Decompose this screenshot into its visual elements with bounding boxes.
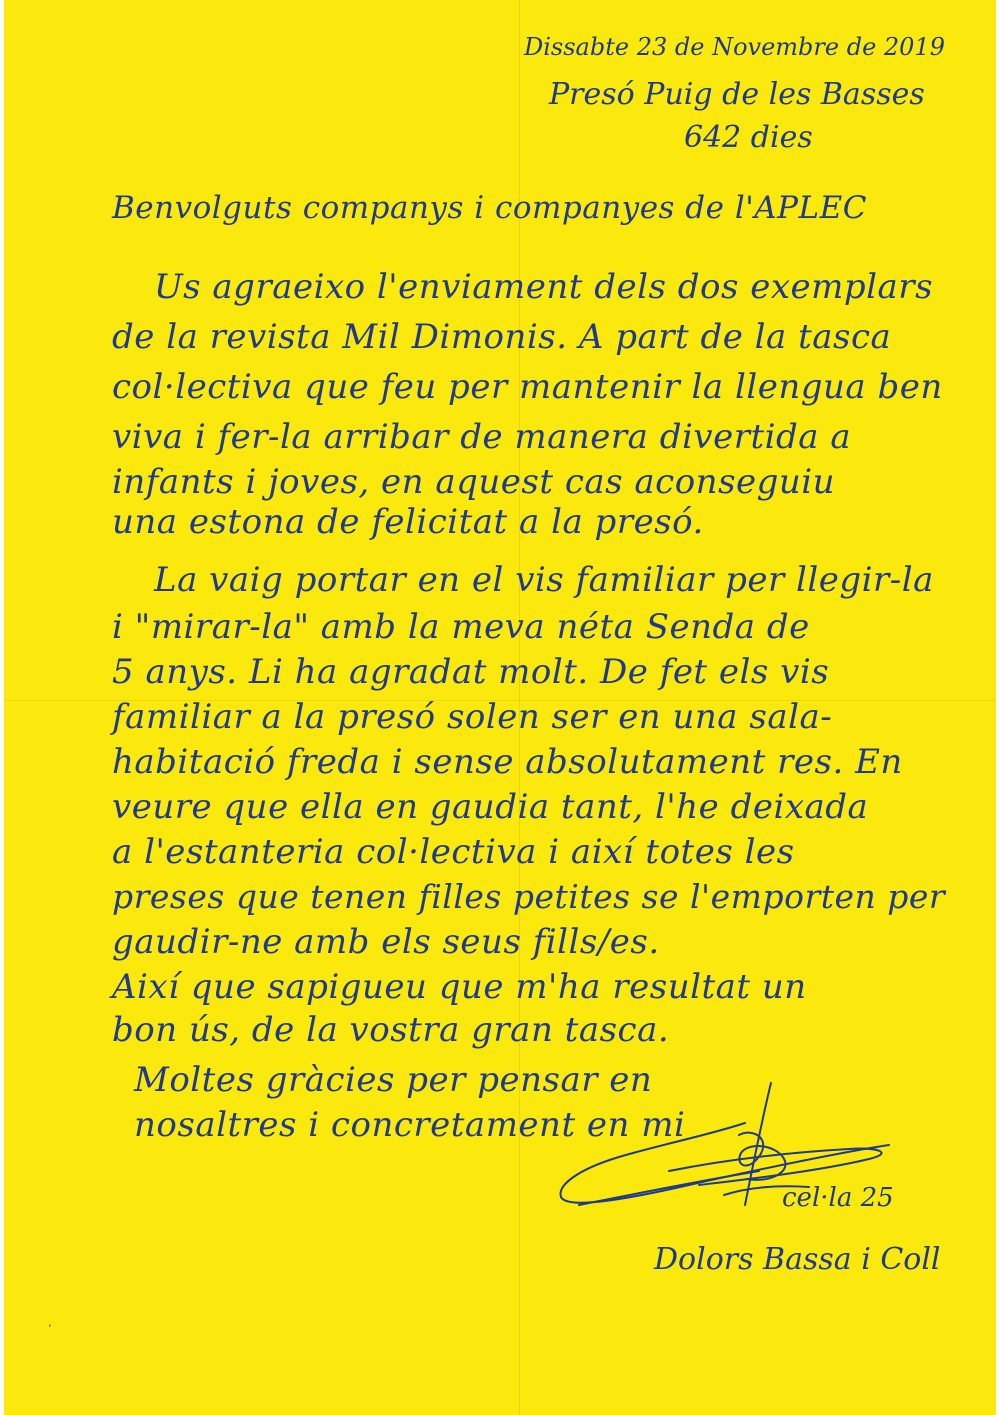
letter-line: veure que ella en gaudia tant, l'he deixada [112, 787, 869, 827]
letter-line: infants i joves, en aquest cas aconseguiu [112, 462, 836, 502]
letter-line: nosaltres i concretament en mi [134, 1105, 686, 1145]
letter-date: Dissabte 23 de Novembre de 2019 [524, 33, 945, 61]
letter-days-count: 642 dies [684, 120, 813, 155]
letter-line: 5 anys. Li ha agradat molt. De fet els vis [112, 652, 830, 692]
letter-line: una estona de felicitat a la presó. [112, 502, 704, 542]
letter-line: Us agraeixo l'enviament dels dos exemplars [154, 267, 934, 307]
letter-line: bon ús, de la vostra gran tasca. [112, 1010, 670, 1050]
signature-cell-number: cel·la 25 [782, 1183, 894, 1213]
letter-line: habitació freda i sense absolutament res. En [112, 742, 903, 782]
letter-line: gaudir-ne amb els seus fills/es. [112, 922, 660, 962]
letter-line: a l'estanteria col·lectiva i així totes les [112, 832, 795, 872]
letter-line: viva i fer-la arribar de manera divertida a [112, 417, 852, 457]
letter-line: de la revista Mil Dimonis. A part de la tasca [112, 317, 892, 357]
letter-line: col·lectiva que feu per mantenir la llengua ben [112, 367, 943, 407]
letter-line: Així que sapigueu que m'ha resultat un [112, 967, 807, 1007]
letter-greeting: Benvolguts companys i companyes de l'APLEC [112, 190, 867, 226]
letter-place: Presó Puig de les Basses [549, 77, 925, 112]
letter-line: i "mirar-la" amb la meva néta Senda de [112, 607, 810, 647]
letter-line: familiar a la presó solen ser en una sala- [112, 697, 833, 737]
paper-speck: ‘ [48, 1322, 52, 1336]
letter-line: preses que tenen filles petites se l'emporten per [112, 877, 946, 916]
signature-name: Dolors Bassa i Coll [654, 1242, 941, 1277]
letter-page [4, 0, 996, 1415]
letter-line: Moltes gràcies per pensar en [134, 1060, 653, 1100]
letter-line: La vaig portar en el vis familiar per llegir-la [154, 560, 934, 600]
